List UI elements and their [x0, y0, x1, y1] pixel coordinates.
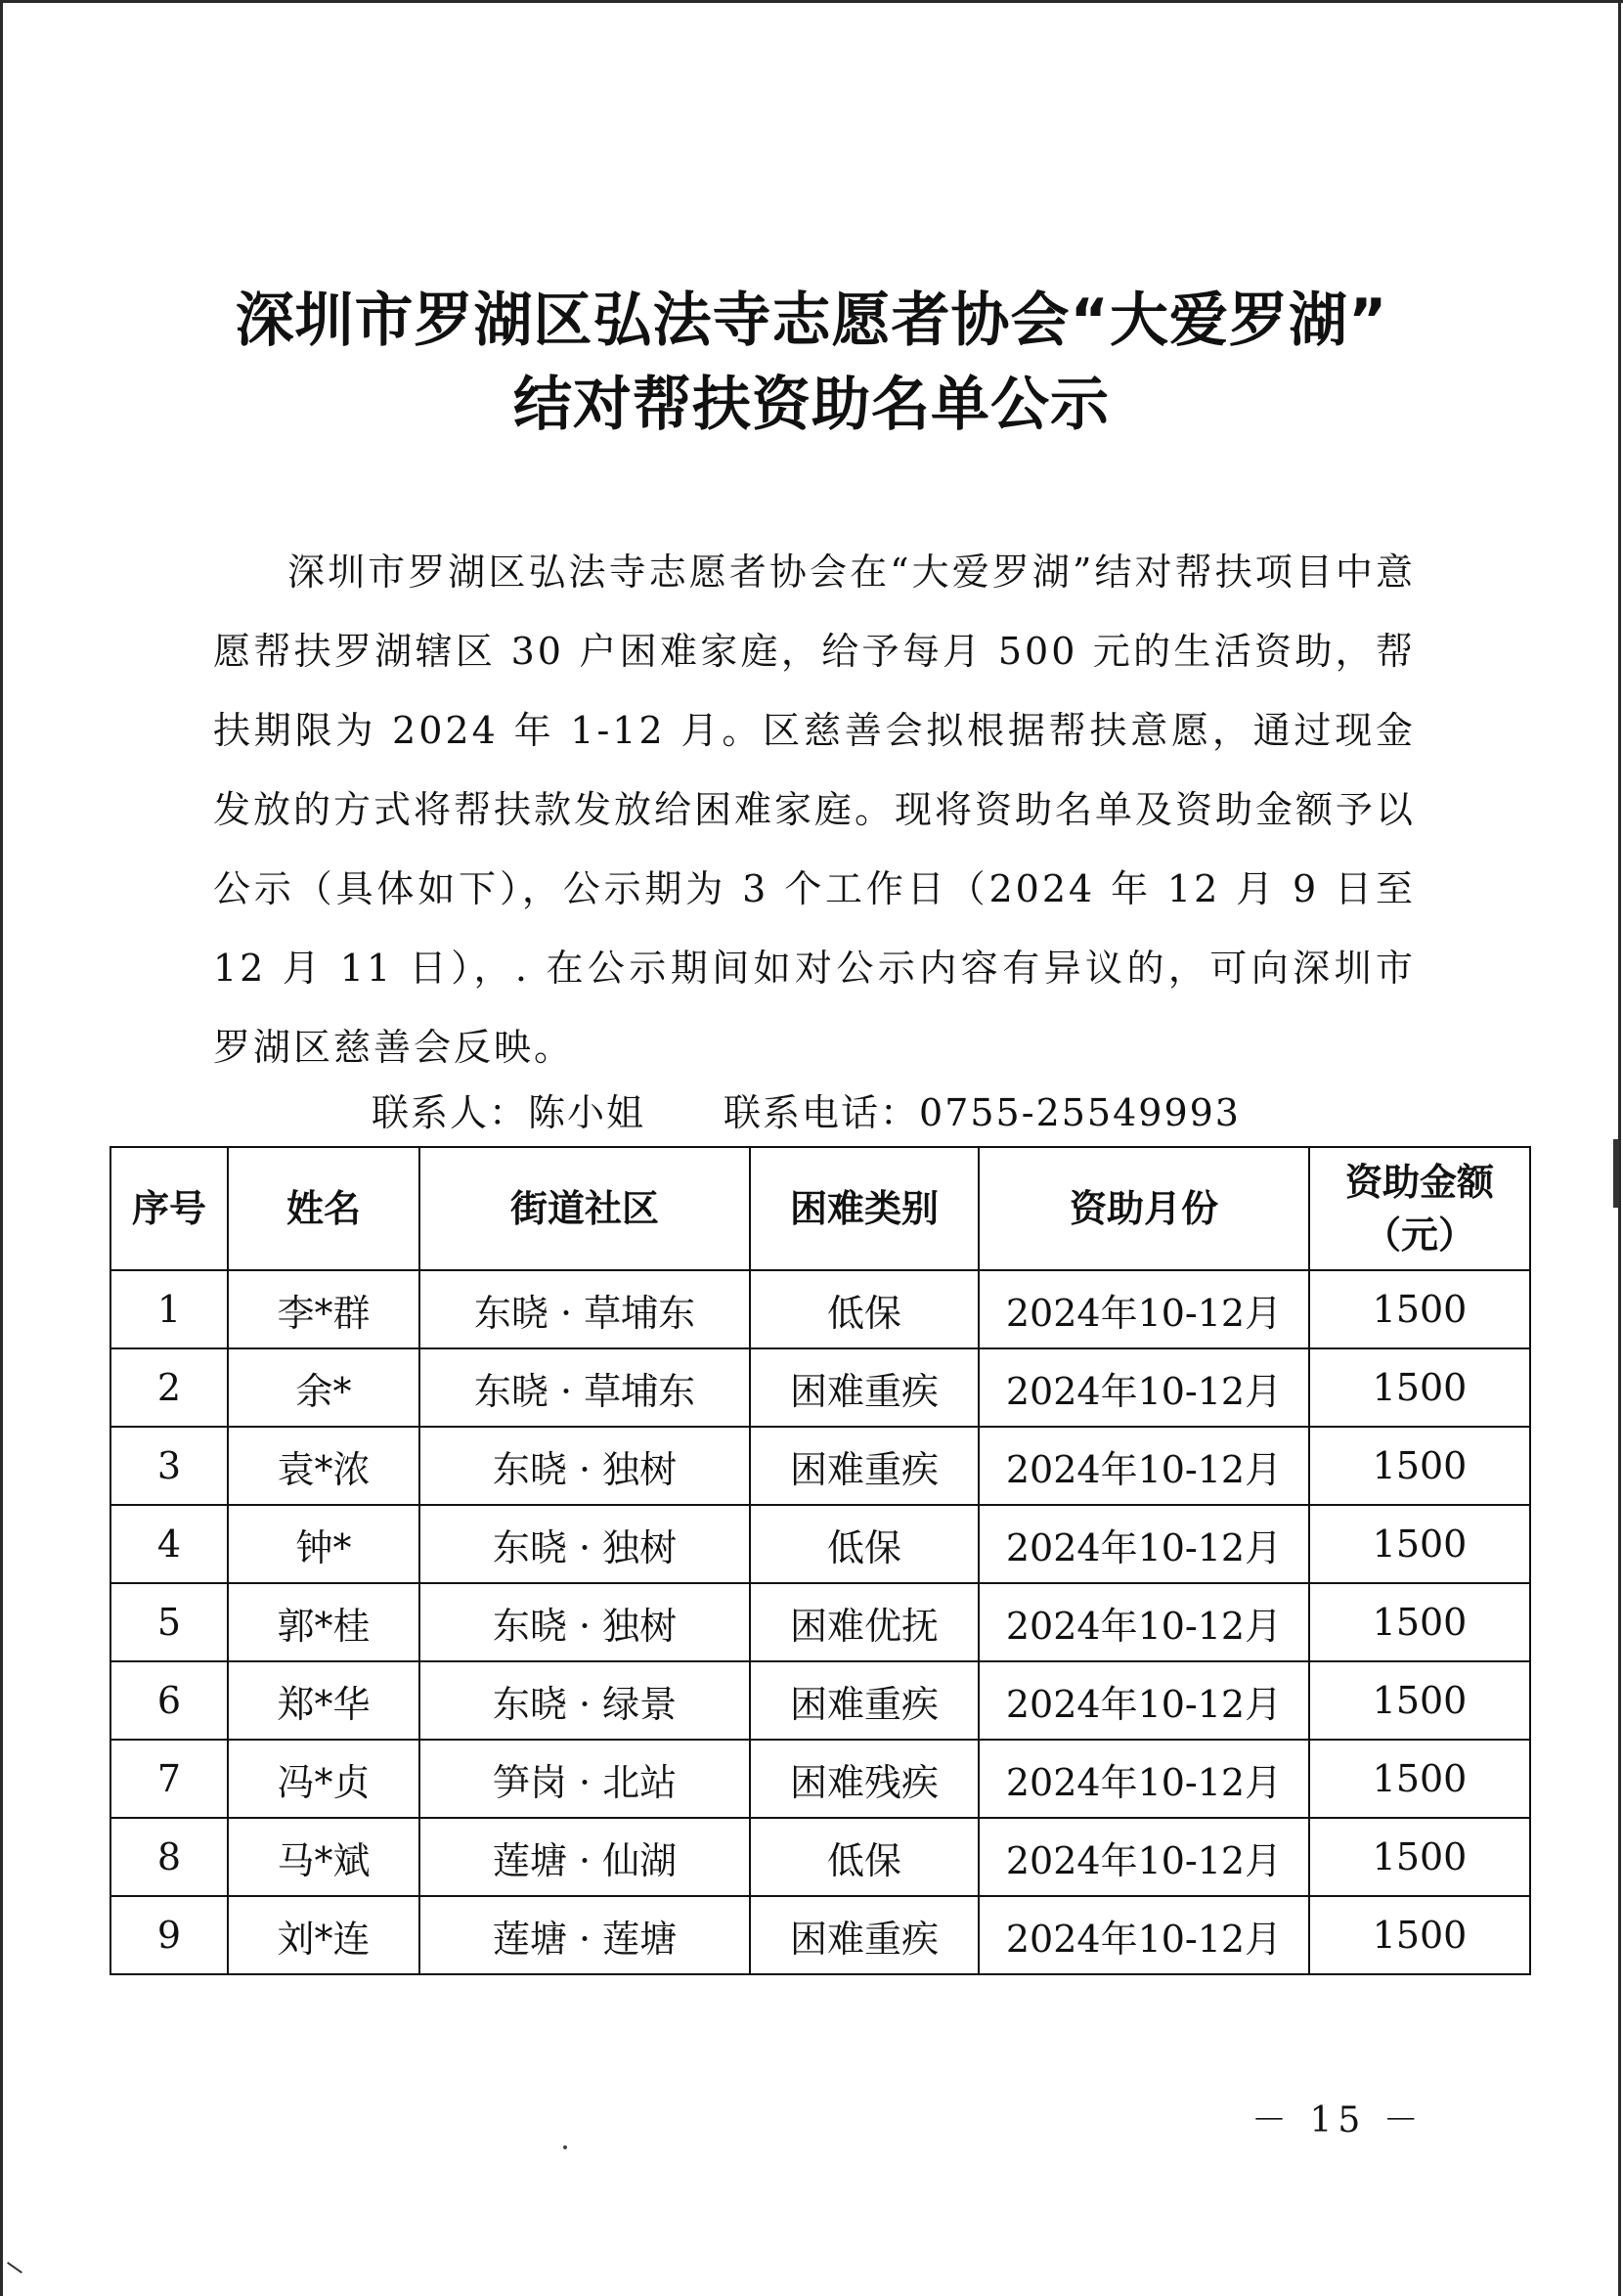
table-row: [110, 1270, 1530, 1348]
cell-month: 2024年10-12月: [979, 1818, 1309, 1896]
scan-corner-mark: [7, 2262, 22, 2274]
cell-seq: 5: [110, 1583, 228, 1661]
scan-mark: [1613, 1139, 1619, 1208]
cell-seq: 7: [110, 1740, 228, 1818]
cell-month: 2024年10-12月: [979, 1740, 1309, 1818]
contact-person: 联系人：陈小姐: [372, 1091, 646, 1134]
header-amount: [1309, 1147, 1530, 1270]
header-amount-label: 资助金额: [1344, 1161, 1494, 1204]
cell-seq: 6: [110, 1661, 228, 1740]
cell-seq: 4: [110, 1505, 228, 1583]
cell-street: 笋岗 · 北站: [419, 1740, 750, 1818]
cell-category: 困难重疾: [750, 1661, 979, 1740]
table-row: [110, 1583, 1530, 1661]
cell-name: 刘*连: [228, 1896, 419, 1974]
cell-name: 钟*: [228, 1505, 419, 1583]
cell-category: 低保: [750, 1270, 979, 1348]
cell-category: 困难重疾: [750, 1896, 979, 1974]
cell-name: 余*: [228, 1348, 419, 1427]
contact-line: [372, 1088, 1241, 1137]
cell-category: 困难优抚: [750, 1583, 979, 1661]
cell-amount: 1500: [1309, 1740, 1530, 1818]
cell-name: 袁*浓: [228, 1427, 419, 1505]
contact-phone: 联系电话：0755-25549993: [724, 1091, 1241, 1134]
cell-amount: 1500: [1309, 1661, 1530, 1740]
page-number: － 15 －: [1251, 2100, 1425, 2141]
cell-amount: 1500: [1309, 1427, 1530, 1505]
cell-name: 冯*贞: [228, 1740, 419, 1818]
cell-seq: 3: [110, 1427, 228, 1505]
table-row: [110, 1348, 1530, 1427]
table-row: [110, 1818, 1530, 1896]
cell-name: 马*斌: [228, 1818, 419, 1896]
cell-street: 东晓 · 草埔东: [419, 1348, 750, 1427]
title-line-2: 结对帮扶资助名单公示: [513, 371, 1110, 439]
cell-month: 2024年10-12月: [979, 1270, 1309, 1348]
cell-month: 2024年10-12月: [979, 1661, 1309, 1740]
table-header-row: [110, 1147, 1530, 1270]
page-title: [0, 279, 1623, 447]
header-street: 街道社区: [419, 1147, 750, 1270]
table-row: [110, 1740, 1530, 1818]
header-amount-unit: （元）: [1363, 1214, 1475, 1257]
table-row: [110, 1661, 1530, 1740]
header-name: 姓名: [228, 1147, 419, 1270]
cell-month: 2024年10-12月: [979, 1427, 1309, 1505]
header-month: 资助月份: [979, 1147, 1309, 1270]
cell-amount: 1500: [1309, 1348, 1530, 1427]
cell-seq: 1: [110, 1270, 228, 1348]
cell-street: 莲塘 · 莲塘: [419, 1896, 750, 1974]
cell-name: 李*群: [228, 1270, 419, 1348]
cell-street: 东晓 · 绿景: [419, 1661, 750, 1740]
cell-street: 莲塘 · 仙湖: [419, 1818, 750, 1896]
cell-category: 低保: [750, 1818, 979, 1896]
cell-category: 困难重疾: [750, 1348, 979, 1427]
funding-roster-table: [110, 1146, 1531, 1975]
table-row: [110, 1896, 1530, 1974]
scan-dot: [563, 2145, 567, 2149]
cell-month: 2024年10-12月: [979, 1896, 1309, 1974]
cell-street: 东晓 · 独树: [419, 1427, 750, 1505]
cell-category: 困难重疾: [750, 1427, 979, 1505]
cell-street: 东晓 · 独树: [419, 1505, 750, 1583]
cell-amount: 1500: [1309, 1505, 1530, 1583]
table-row: [110, 1505, 1530, 1583]
announcement-paragraph: 深圳市罗湖区弘法寺志愿者协会在“大爱罗湖”结对帮扶项目中意愿帮扶罗湖辖区 30 户困难家庭，给予每月 500 元的生活资助，帮扶期限为 2024 年 1-12 月。区慈善会拟根据帮扶意愿，通过现金发放的方式将帮扶款发放给困难家庭。现将资助名单及资助金额予以公示（具体如下），公示期为 3 个工作日（2024 年 12 月 9 日至 12 月 11 日），. 在公示期间如对公示内容有异议的，可向深圳市罗湖区慈善会反映。: [213, 551, 1417, 1069]
cell-category: 困难残疾: [750, 1740, 979, 1818]
scan-border-top: [0, 0, 1623, 3]
cell-seq: 8: [110, 1818, 228, 1896]
cell-amount: 1500: [1309, 1270, 1530, 1348]
cell-month: 2024年10-12月: [979, 1583, 1309, 1661]
cell-amount: 1500: [1309, 1896, 1530, 1974]
cell-amount: 1500: [1309, 1583, 1530, 1661]
cell-category: 低保: [750, 1505, 979, 1583]
table-row: [110, 1427, 1530, 1505]
cell-seq: 9: [110, 1896, 228, 1974]
header-seq: 序号: [110, 1147, 228, 1270]
cell-name: 郑*华: [228, 1661, 419, 1740]
cell-street: 东晓 · 草埔东: [419, 1270, 750, 1348]
cell-amount: 1500: [1309, 1818, 1530, 1896]
title-line-1: 深圳市罗湖区弘法寺志愿者协会“大爱罗湖”: [235, 287, 1388, 355]
cell-name: 郭*桂: [228, 1583, 419, 1661]
cell-month: 2024年10-12月: [979, 1505, 1309, 1583]
cell-seq: 2: [110, 1348, 228, 1427]
header-category: 困难类别: [750, 1147, 979, 1270]
cell-street: 东晓 · 独树: [419, 1583, 750, 1661]
cell-month: 2024年10-12月: [979, 1348, 1309, 1427]
